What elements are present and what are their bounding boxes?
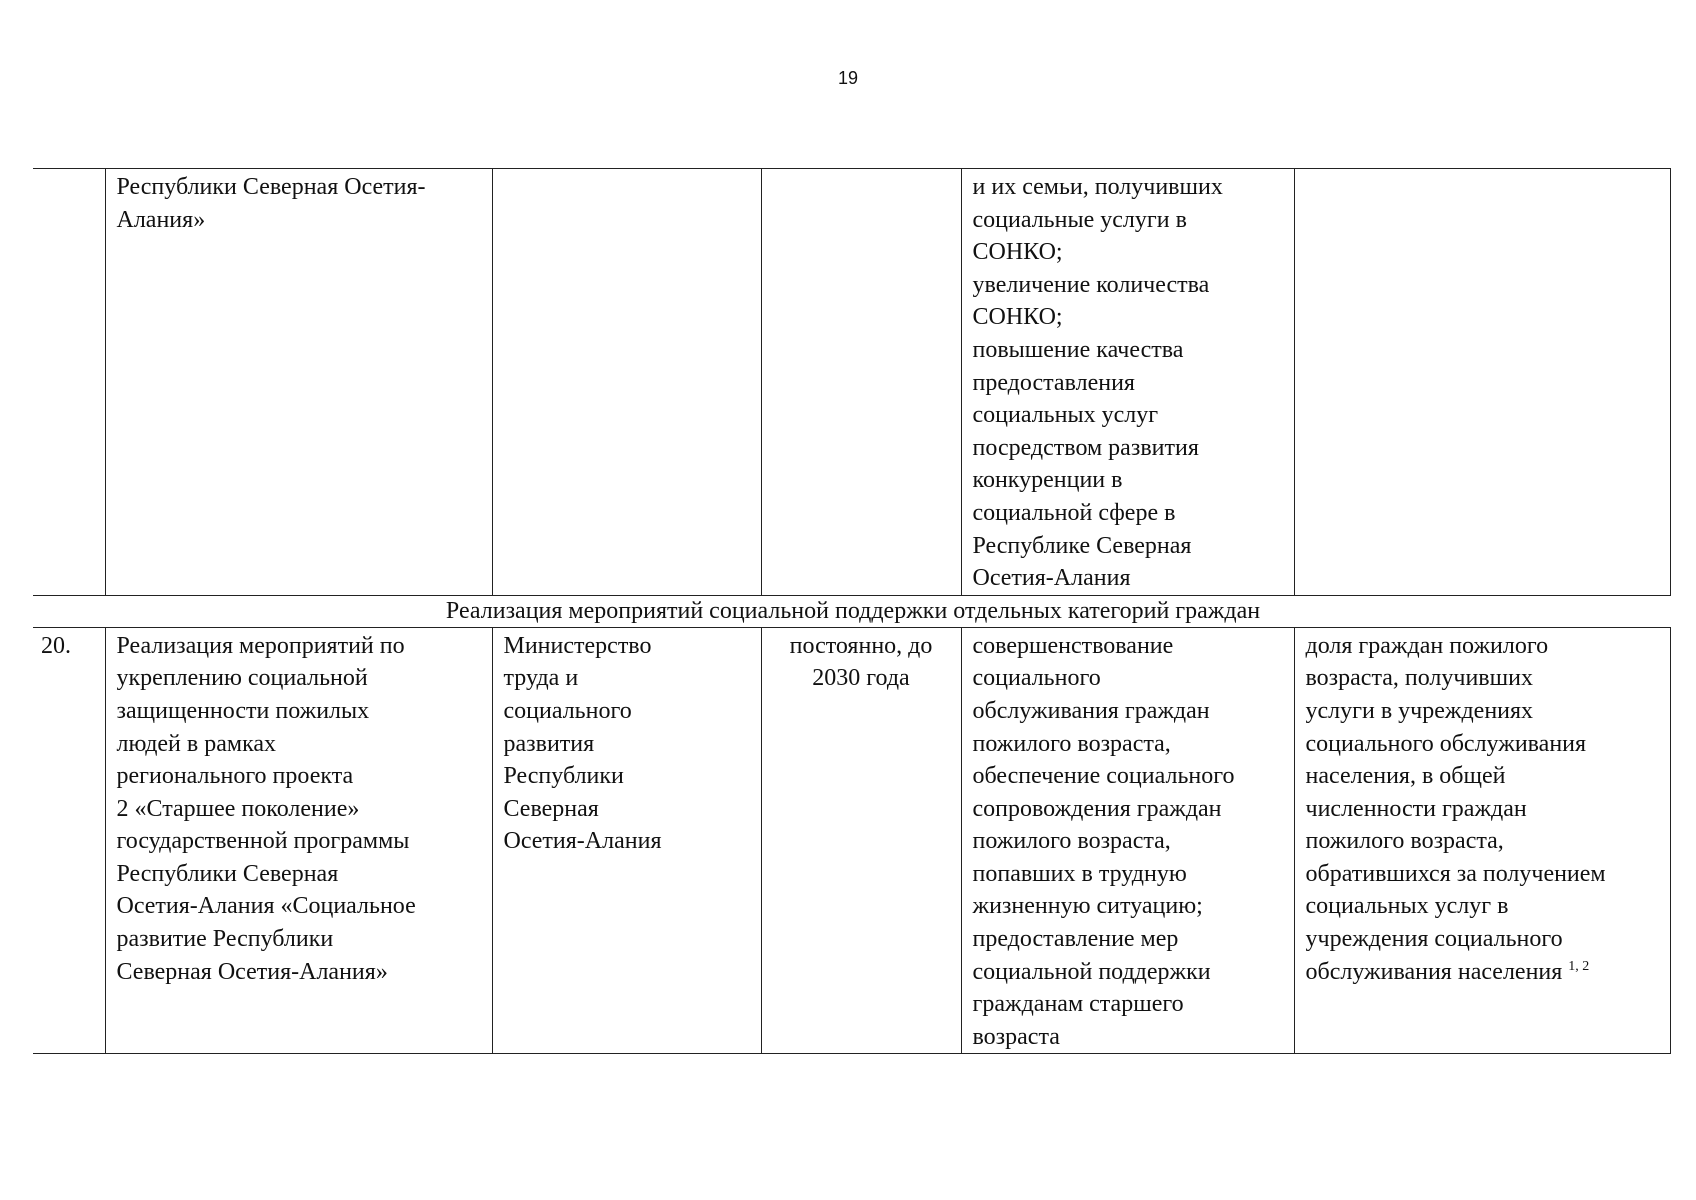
- cell-term: постоянно, до 2030 года: [761, 627, 961, 1054]
- table-section-row: [33, 595, 1670, 627]
- cell-term: [761, 169, 961, 596]
- cell-executor: Министерство труда и социального развития Республики Северная Осетия-Алания: [492, 627, 761, 1054]
- cell-expected-result: и их семьи, получивших социальные услуги в СОНКО; увеличение количества СОНКО; повышение качества предоставления социальных услуг посредством развития конкуренции в социальной сфере в Республике Северная Осетия-Алания: [961, 169, 1294, 596]
- measures-table: [33, 168, 1671, 1054]
- cell-measure-name: Республики Северная Осетия- Алания»: [105, 169, 492, 596]
- cell-number: 20.: [33, 627, 105, 1054]
- cell-indicator: [1294, 169, 1670, 596]
- cell-expected-result: совершенствование социального обслуживания граждан пожилого возраста, обеспечение социального сопровождения граждан пожилого возраста, попавших в трудную жизненную ситуацию; предоставление мер социальной поддержки гражданам старшего возраста: [961, 627, 1294, 1054]
- cell-executor: [492, 169, 761, 596]
- cell-number: [33, 169, 105, 596]
- cell-measure-name: Реализация мероприятий по укреплению социальной защищенности пожилых людей в рамках регионального проекта 2 «Старшее поколение» государственной программы Республики Северная Осетия-Алания «Социальное развитие Республики Северная Осетия-Алания»: [105, 627, 492, 1054]
- footnote-ref: 1, 2: [1568, 958, 1590, 974]
- table-row-20: [33, 627, 1670, 1054]
- indicator-text: доля граждан пожилого возраста, получивших услуги в учреждениях социального обслуживания населения, в общей численности граждан пожилого возраста, обратившихся за получением социальных услуг в учреждения социального обслуживания населения: [1305, 632, 1606, 985]
- section-title: Реализация мероприятий социальной поддержки отдельных категорий граждан: [33, 595, 1670, 627]
- table-row-continued: [33, 169, 1670, 596]
- page-number: 19: [837, 68, 859, 88]
- cell-indicator: [1294, 627, 1670, 1054]
